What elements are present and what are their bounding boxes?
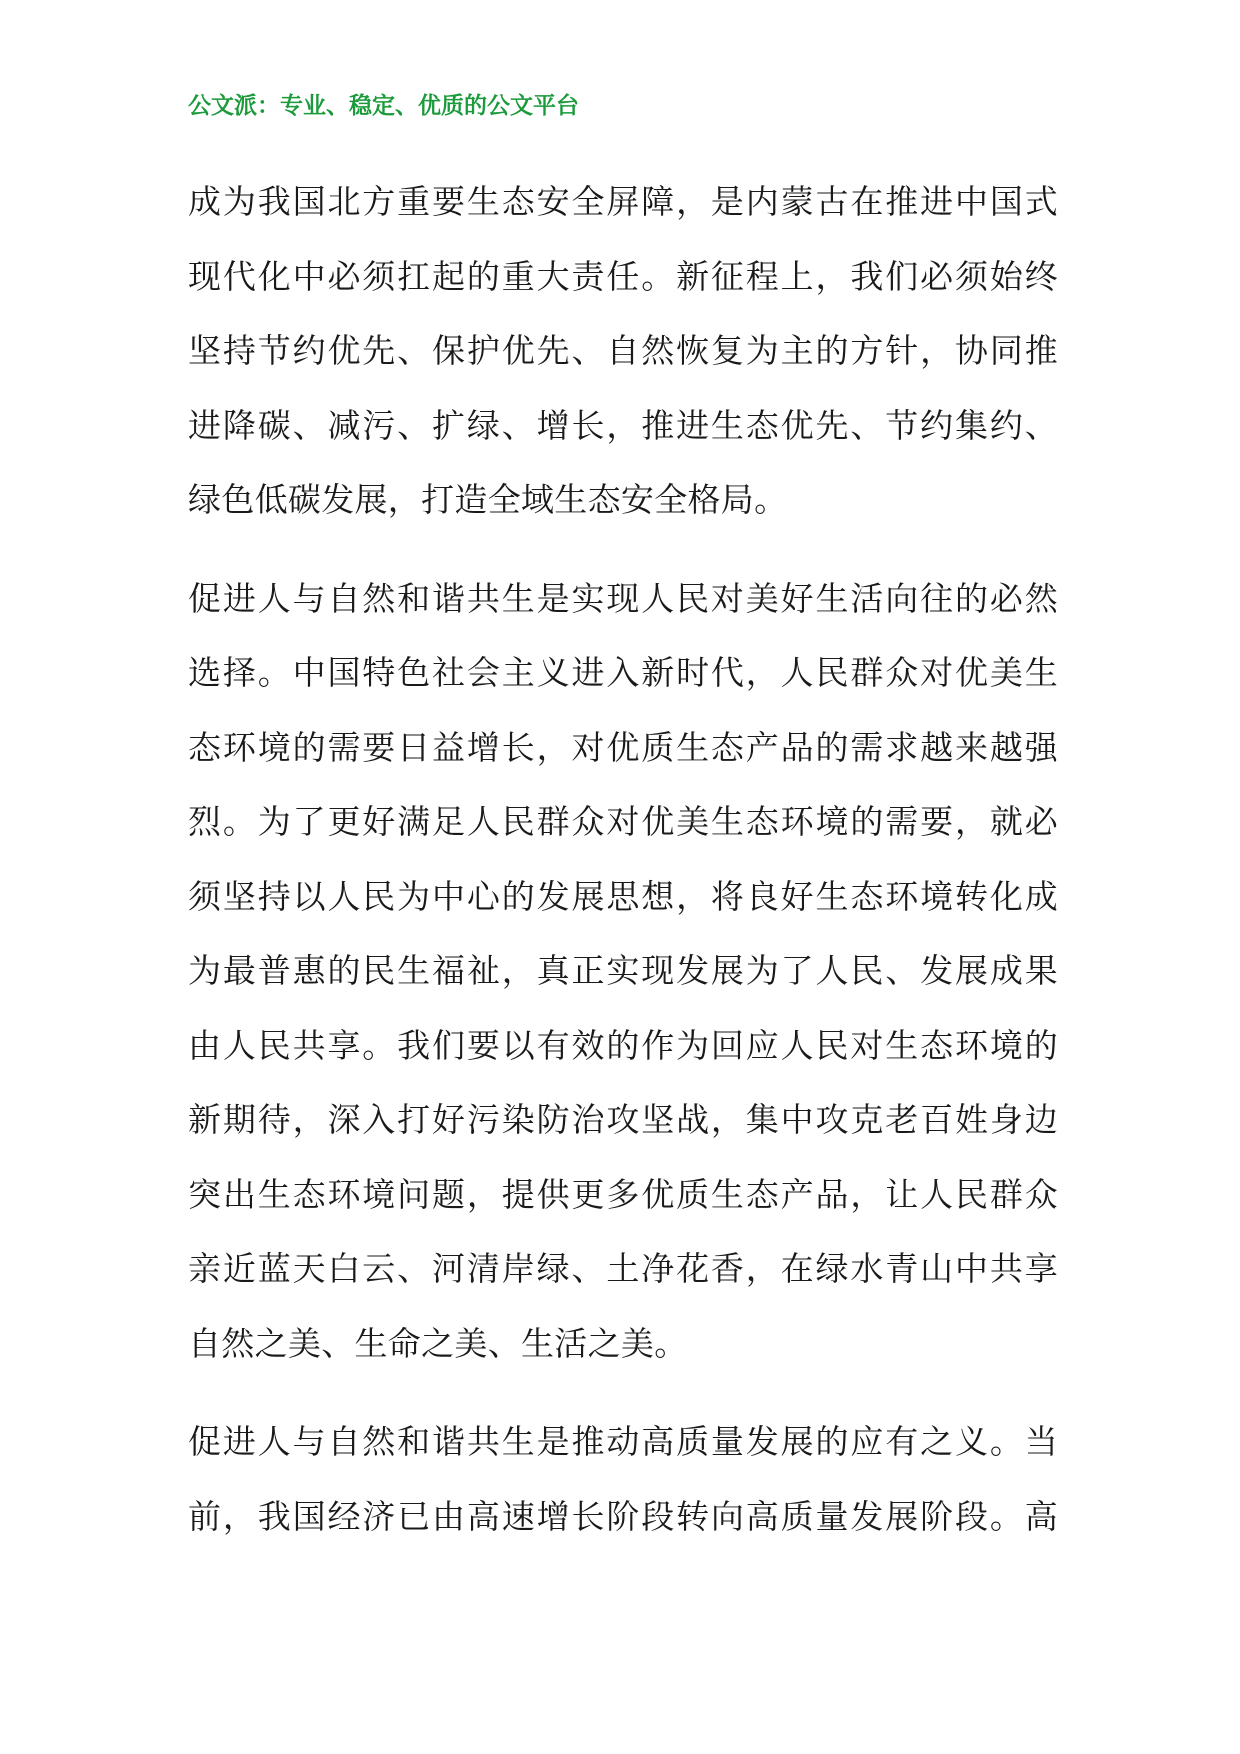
paragraph-2-line: 烈。为了更好满足人民群众对优美生态环境的需要，就必 (188, 802, 1058, 841)
paragraph-1-line: 现代化中必须扛起的重大责任。新征程上，我们必须始终 (188, 256, 1058, 296)
page-header: 公文派：专业、稳定、优质的公文平台 (188, 92, 579, 119)
paragraph-2-line: 新期待，深入打好污染防治攻坚战，集中攻克老百姓身边 (188, 1100, 1058, 1139)
paragraph-2-line: 须坚持以人民为中心的发展思想，将良好生态环境转化成 (188, 876, 1058, 916)
paragraph-1-line: 绿色低碳发展，打造全域生态安全格局。 (188, 480, 788, 519)
paragraph-2-line: 促进人与自然和谐共生是实现人民对美好生活向往的必然 (188, 578, 1058, 618)
paragraph-3 (188, 1405, 1058, 1554)
paragraph-1-line: 进降碳、减污、扩绿、增长，推进生态优先、节约集约、 (188, 405, 1058, 445)
paragraph-2-line: 选择。中国特色社会主义进入新时代，人民群众对优美生 (188, 653, 1058, 692)
paragraph-2-line: 自然之美、生命之美、生活之美。 (188, 1323, 688, 1363)
paragraph-2-line: 为最普惠的民生福祉，真正实现发展为了人民、发展成果 (188, 951, 1058, 990)
paragraph-1 (188, 165, 1058, 538)
paragraph-1-line: 坚持节约优先、保护优先、自然恢复为主的方针，协同推 (188, 331, 1058, 370)
paragraph-3-line: 前，我国经济已由高速增长阶段转向高质量发展阶段。高 (188, 1496, 1058, 1536)
paragraph-3-line: 促进人与自然和谐共生是推动高质量发展的应有之义。当 (188, 1422, 1058, 1461)
paragraph-2-line: 亲近蓝天白云、河清岸绿、土净花香，在绿水青山中共享 (188, 1249, 1058, 1288)
paragraph-2-line: 由人民共享。我们要以有效的作为回应人民对生态环境的 (188, 1025, 1058, 1065)
body-text (188, 165, 1058, 1578)
paragraph-2 (188, 562, 1058, 1382)
paragraph-2-line: 态环境的需要日益增长，对优质生态产品的需求越来越强 (188, 727, 1058, 767)
paragraph-1-line: 成为我国北方重要生态安全屏障，是内蒙古在推进中国式 (188, 182, 1058, 221)
paragraph-2-line: 突出生态环境问题，提供更多优质生态产品，让人民群众 (188, 1174, 1058, 1214)
